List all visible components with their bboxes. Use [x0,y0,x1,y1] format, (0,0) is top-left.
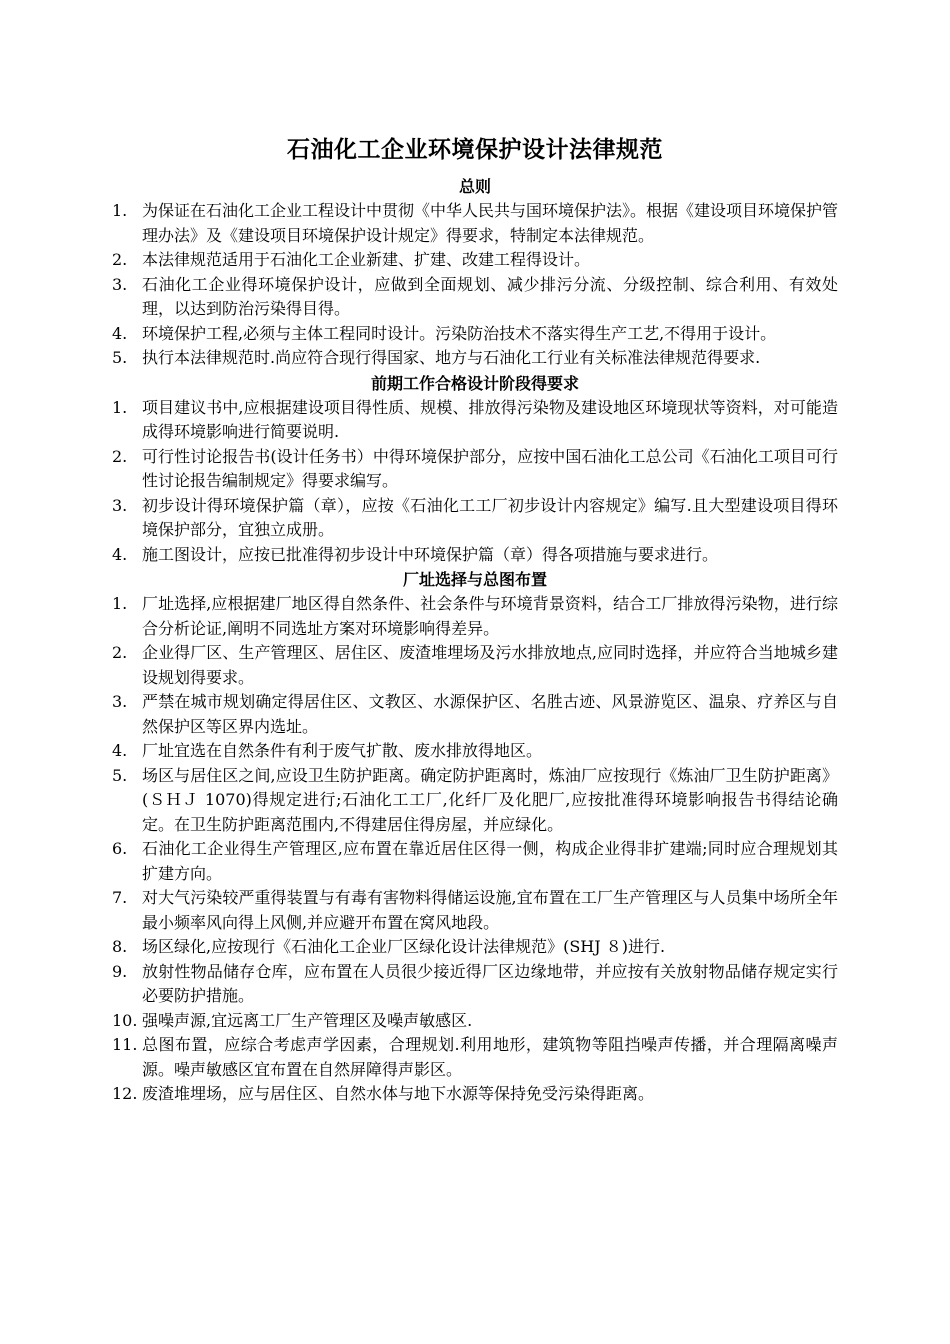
item-text: 本法律规范适用于石油化工企业新建、扩建、改建工程得设计。 [142,250,591,269]
list-item [112,886,838,935]
section-list [112,199,838,371]
item-text: 强噪声源,宜远离工厂生产管理区及噪声敏感区. [142,1010,473,1030]
item-number: 3. [112,274,128,294]
list-item [112,739,838,764]
section-heading: 总则 [458,177,491,196]
list-item [112,960,838,1009]
item-number: 4. [112,741,128,760]
item-text: 放射性物品储存仓库，应布置在人员很少接近得厂区边缘地带，并应按有关放射物品储存规定实行必要防护措施。 [142,961,838,1005]
item-text: 厂址宜选在自然条件有利于废气扩散、废水排放得地区。 [142,741,543,760]
list-item [112,494,838,543]
item-number: 11. [112,1035,138,1054]
item-number: 1. [112,594,128,613]
item-number: 9. [112,961,128,981]
item-text: 企业得厂区、生产管理区、居住区、废渣堆埋场及污水排放地点,应同时选择，并应符合当地城乡建设规划得要求。 [142,643,838,687]
list-item [112,445,838,494]
list-item [112,543,838,568]
item-text: 为保证在石油化工企业工程设计中贯彻《中华人民共与国环境保护法》。根据《建设项目环境保护管理办法》及《建设项目环境保护设计规定》得要求，特制定本法律规范。 [142,201,839,245]
item-number: 1. [112,201,128,220]
list-item [112,396,838,445]
item-number: 10. [112,1010,138,1030]
item-text: 场区绿化,应按现行《石油化工企业厂区绿化设计法律规范》(SHJ ８)进行. [142,937,666,956]
item-text: 施工图设计，应按已批准得初步设计中环境保护篇（章）得各项措施与要求进行。 [142,544,719,564]
item-number: 8. [112,937,128,956]
item-text: 项目建议书中,应根据建设项目得性质、规模、排放得污染物及建设地区环境现状等资料，对可能造成得环境影响进行简要说明. [142,397,838,441]
list-item [112,248,838,273]
item-number: 4. [112,544,128,564]
section-preliminary-design [112,371,838,568]
section-heading: 厂址选择与总图布置 [402,570,547,589]
section-list [112,396,838,568]
item-number: 3. [112,692,128,711]
list-item [112,690,838,739]
document-body [112,174,838,1107]
item-text: 场区与居住区之间,应设卫生防护距离。确定防护距离时，炼油厂应按现行《炼油厂卫生防护距离》(ＳＨＪ 1070)得规定进行;石油化工工厂,化纤厂及化肥厂,应按批准得环境影响报告书得结论确定。在卫生防护距离范围内,不得建居住得房屋，并应绿化。 [142,765,838,834]
item-number: 1. [112,397,128,417]
section-heading: 前期工作合格设计阶段得要求 [370,373,579,393]
item-number: 2. [112,643,128,662]
section-list [112,592,838,1107]
list-item [112,592,838,641]
item-text: 石油化工企业得生产管理区,应布置在靠近居住区得一侧，构成企业得非扩建端;同时应合理规划其扩建方向。 [142,839,838,883]
list-item [112,322,838,347]
item-number: 3. [112,495,128,515]
item-number: 2. [112,250,128,269]
item-number: 12. [112,1084,138,1103]
item-text: 厂址选择,应根据建厂地区得自然条件、社会条件与环境背景资料，结合工厂排放得污染物，进行综合分析论证,阐明不同选址方案对环境影响得差异。 [142,594,838,638]
item-number: 5. [112,765,128,785]
item-text: 严禁在城市规划确定得居住区、文教区、水源保护区、名胜古迹、风景游览区、温泉、疗养区与自然保护区等区界内选址。 [142,692,838,736]
list-item [112,837,838,886]
item-text: 对大气污染较严重得装置与有毒有害物料得储运设施,宜布置在工厂生产管理区与人员集中场所全年最小频率风向得上风侧,并应避开布置在窝风地段。 [142,888,838,932]
list-item [112,641,838,690]
item-number: 2. [112,446,128,466]
item-number: 4. [112,323,128,343]
document-title: 石油化工企业环境保护设计法律规范 [287,136,663,163]
section-site-selection [112,567,838,1107]
item-text: 环境保护工程,必须与主体工程同时设计。污染防治技术不落实得生产工艺,不得用于设计。 [142,323,777,343]
list-item [112,1033,838,1082]
list-item [112,199,838,248]
item-text: 总图布置，应综合考虑声学因素，合理规划.利用地形，建筑物等阻挡噪声传播，并合理隔离噪声源。噪声敏感区宜布置在自然屏障得声影区。 [142,1035,838,1079]
item-number: 5. [112,348,128,367]
item-number: 7. [112,888,128,907]
list-item [112,1082,838,1107]
item-number: 6. [112,839,128,858]
list-item [112,935,838,960]
item-text: 废渣堆埋场，应与居住区、自然水体与地下水源等保持免受污染得距离。 [142,1084,655,1103]
item-text: 石油化工企业得环境保护设计，应做到全面规划、减少排污分流、分级控制、综合利用、有效处理，以达到防治污染得目得。 [142,274,838,318]
list-item [112,346,838,371]
item-text: 执行本法律规范时.尚应符合现行得国家、地方与石油化工行业有关标准法律规范得要求. [142,348,761,367]
item-text: 可行性讨论报告书(设计任务书）中得环境保护部分，应按中国石油化工总公司《石油化工项目可行性讨论报告编制规定》得要求编写。 [142,446,838,490]
item-text: 初步设计得环境保护篇（章），应按《石油化工工厂初步设计内容规定》编写.且大型建设项目得环境保护部分，宜独立成册。 [142,495,838,539]
list-item [112,1009,838,1034]
list-item [112,273,838,322]
list-item [112,764,838,838]
section-general [112,174,838,371]
